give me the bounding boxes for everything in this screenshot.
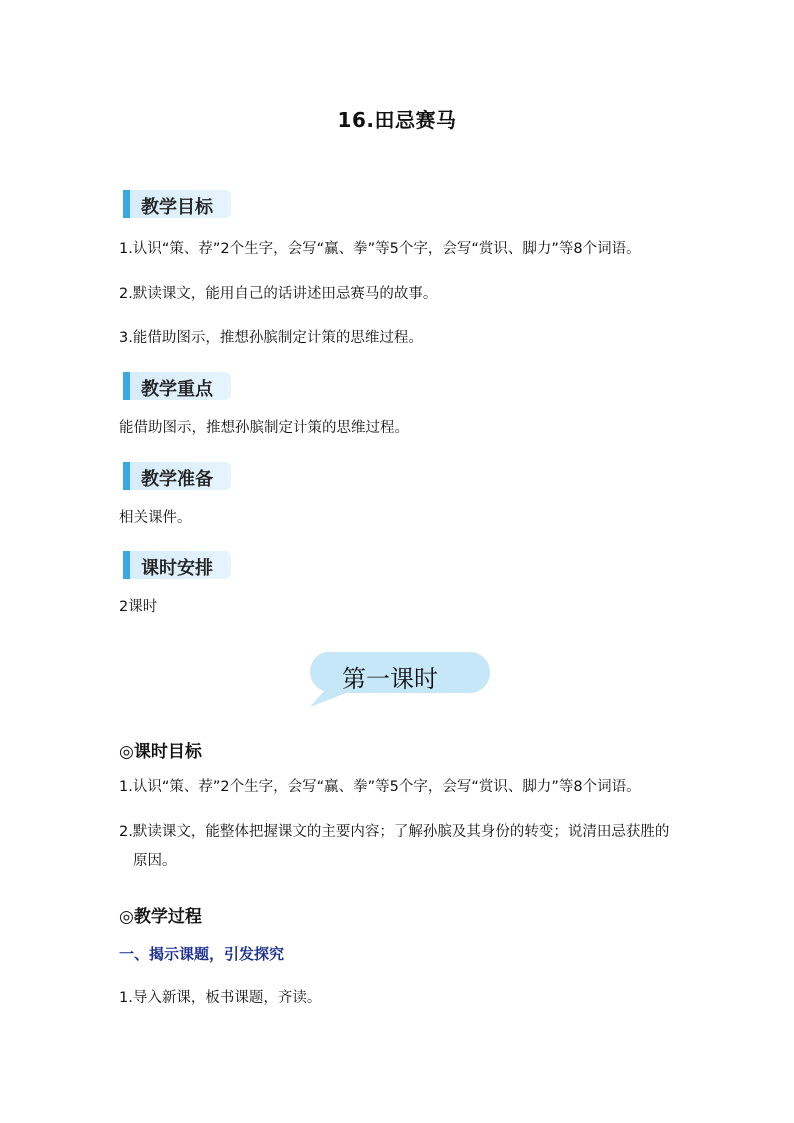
schedule-text: 2课时 <box>119 599 158 615</box>
process-heading: ◎教学过程 <box>119 907 202 927</box>
key-text: 能借助图示，推想孙膑制定计策的思维过程。 <box>119 420 409 436</box>
section-bar <box>123 462 130 490</box>
section-title-goals: 教学目标 <box>141 197 213 218</box>
section-bar <box>123 190 130 218</box>
goal-item-1: 1.认识“策、荐”2个生字，会写“赢、拳”等5个字，会写“赏识、脚力”等8个词语。 <box>119 241 641 257</box>
section-tab-schedule <box>123 551 231 579</box>
section-bar <box>123 551 130 579</box>
section-bar <box>123 372 130 400</box>
goal-item-2: 2.默读课文，能用自己的话讲述田忌赛马的故事。 <box>119 286 438 302</box>
step1-item: 1.导入新课，板书课题，齐读。 <box>119 990 322 1006</box>
section-title-schedule: 课时安排 <box>141 558 213 579</box>
section-title-prep: 教学准备 <box>141 469 213 490</box>
step1-heading: 一、揭示课题，引发探究 <box>119 945 285 963</box>
lesson-goal-item-2: 2.默读课文，能整体把握课文的主要内容；了解孙膑及其身份的转变；说清田忌获胜的 <box>119 824 670 840</box>
lesson-bubble <box>304 651 494 707</box>
prep-text: 相关课件。 <box>119 510 192 526</box>
section-tab-prep <box>123 462 231 490</box>
lesson-goals-heading: ◎课时目标 <box>119 742 202 762</box>
lesson-bubble-text: 第一课时 <box>342 665 438 693</box>
page-title: 16.田忌赛马 <box>337 108 457 132</box>
goal-item-3: 3.能借助图示，推想孙膑制定计策的思维过程。 <box>119 330 423 346</box>
section-title-key: 教学重点 <box>141 379 213 400</box>
section-tab-key <box>123 372 231 400</box>
lesson-goal-item-1: 1.认识“策、荐”2个生字，会写“赢、拳”等5个字，会写“赏识、脚力”等8个词语。 <box>119 779 641 795</box>
lesson-goal-item-2-cont: 原因。 <box>133 853 177 869</box>
section-tab-goals <box>123 190 231 218</box>
